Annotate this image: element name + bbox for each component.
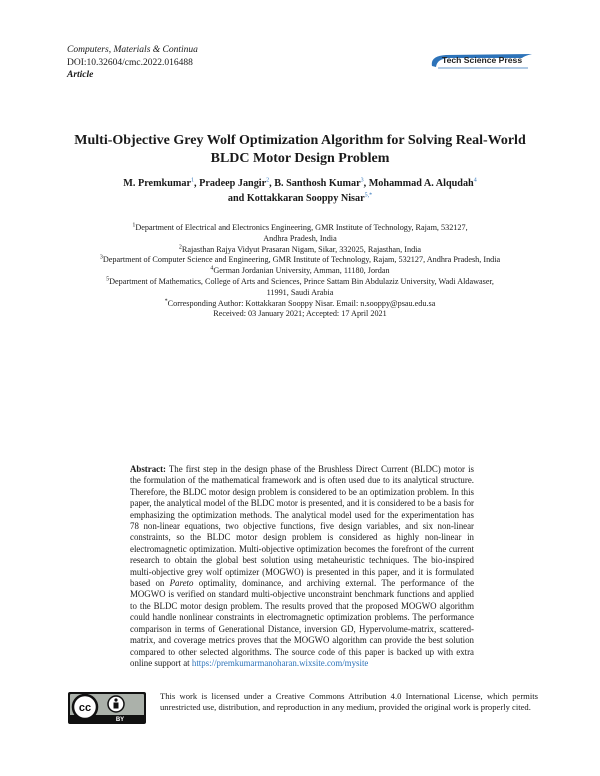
author-affil-marker[interactable]: 2 — [266, 177, 270, 184]
author-name: Mohammad A. Alqudah — [368, 178, 474, 189]
abstract-emphasis: Pareto — [169, 578, 194, 589]
license-block — [68, 691, 538, 731]
author-name: B. Santhosh Kumar — [274, 178, 361, 189]
received-accepted-dates: Received: 03 January 2021; Accepted: 17 April 2021 — [213, 309, 387, 319]
article-type: Article — [67, 70, 94, 80]
author-line-1: M. Premkumar$^1$, Pradeep Jangir$^2$, B. Santhosh Kumar$^3$, Mohammad A. Alqudah$^4$ — [123, 177, 477, 189]
cc-by-icon[interactable] — [68, 692, 146, 724]
author-name: Pradeep Jangir — [199, 178, 267, 189]
affiliation-line: $^1$Department of Electrical and Electronics Engineering, GMR Institute of Technology, Rajam, 532127, — [132, 222, 468, 232]
affiliation-line: Andhra Pradesh, India — [263, 233, 337, 243]
affiliation-line: $^4$German Jordanian University, Amman, 11180, Jordan — [210, 265, 390, 276]
author-name: M. Premkumar — [123, 178, 191, 189]
source-code-link[interactable]: https://premkumarmanoharan.wixsite.com/mysite — [191, 657, 369, 668]
title-line-1: Multi-Objective Grey Wolf Optimization Algorithm for Solving Real-World — [74, 133, 526, 148]
affiliation-line: $^3$Department of Computer Science and Engineering, GMR Institute of Technology, Rajam, 532127, Andhra Pradesh, India — [99, 254, 501, 265]
cc-badge-label: cc — [78, 702, 92, 714]
affiliation-line: $^5$Department of Mathematics, College of Arts and Sciences, Prince Sattam Bin Abdulaziz University, Wadi Aldawaser, — [106, 276, 494, 286]
author-affil-marker[interactable]: 5,* — [364, 192, 373, 199]
by-badge-label: BY — [115, 717, 125, 723]
author-affil-marker[interactable]: 3 — [360, 177, 364, 184]
paper-title — [40, 132, 560, 168]
title-line-2: BLDC Motor Design Problem — [210, 151, 390, 166]
author-name: Kottakkaran Sooppy Nisar — [246, 193, 365, 204]
author-affil-marker[interactable]: 4 — [473, 177, 477, 184]
affiliations — [10, 223, 590, 320]
doi[interactable]: DOI:10.32604/cmc.2022.016488 — [67, 57, 193, 68]
publisher-logo — [428, 52, 534, 70]
affiliation-line: 11991, Saudi Arabia — [266, 287, 334, 297]
abstract-text-continued: optimality, dominance, and archiving external. The performance of the MOGWO is verified on standard multi-objective unconstraint benchmark functions and applied to the BLDC motor design problem. The results proved that the proposed MOGWO algorithm could handle nonlinear constraints in electromagnetic optimization problems. The performance comparison in terms of Generational Distance, inversion GD, Hypervolume-matrix, scattered-matrix, and coverage metrics proves that the MOGWO algorithm can provide the best solution compared to other selected algorithms. The source code of this paper is backed up with extra online support at — [130, 578, 475, 668]
journal-header — [67, 44, 198, 82]
author-and: and — [227, 193, 245, 204]
publisher-name: Tech Science Press — [442, 55, 523, 65]
license-text: This work is licensed under a Creative Commons Attribution 4.0 International License, which permits unrestricted use, distribution, and reproduction in any medium, provided the original work is properly cited. — [160, 691, 538, 712]
journal-name: Computers, Materials & Continua — [67, 45, 198, 55]
affiliation-line: $^2$Rajasthan Rajya Vidyut Prasaran Nigam, Sikar, 332025, Rajasthan, India — [178, 243, 422, 254]
author-list — [40, 176, 560, 206]
author-affil-marker[interactable]: 1 — [191, 177, 194, 184]
abstract — [130, 464, 474, 669]
author-line-2 — [40, 191, 560, 206]
abstract-label: Abstract: — [130, 464, 166, 474]
abstract-text: The first step in the design phase of the Brushless Direct Current (BLDC) motor is the formulation of the mathematical framework and is often used due to its analytical structure. Therefore, the BLDC motor design problem is considered to be an optimization problem. In this paper, the analytical model of the BLDC motor is presented, and it is considered to be a basis for emphasizing the optimization methods. The analytical model used for the experimentation has 78 non-linear equations, two objective functions, five design variables, and six non-linear constraints, so the BLDC motor design problem is considered as highly non-linear in electromagnetic optimization. Multi-objective optimization becomes the forefront of the current research to obtain the global best solution using metaheuristic techniques. The bio-inspired multi-objective grey wolf optimizer (MOGWO) is presented in this paper, and it is formulated based on — [130, 464, 474, 589]
corresponding-author: *Corresponding Author: Kottakkaran Sooppy Nisar. Email: n.sooppy@psau.edu.sa — [164, 297, 436, 308]
